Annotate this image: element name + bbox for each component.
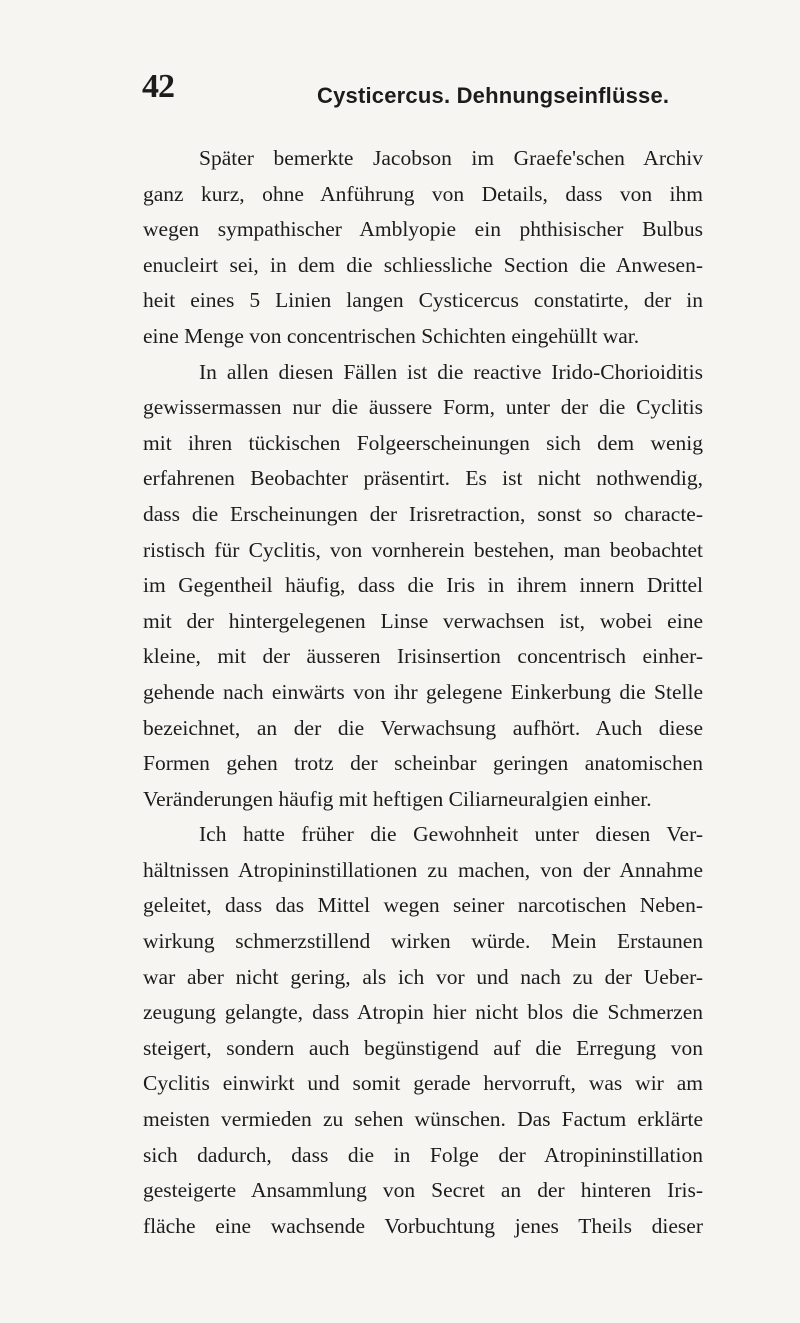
text-line: heit eines 5 Linien langen Cysticercus constatirte, der in	[143, 288, 703, 313]
text-line: zeugung gelangte, dass Atropin hier nicht blos die Schmerzen	[143, 1000, 703, 1025]
text-line: ristisch für Cyclitis, von vornherein bestehen, man beobachtet	[143, 537, 703, 562]
text-line: sich dadurch, dass die in Folge der Atropininstillation	[143, 1142, 703, 1167]
text-line: ganz kurz, ohne Anführung von Details, dass von ihm	[143, 181, 703, 206]
text-line: gesteigerte Ansammlung von Secret an der hinteren Iris-	[143, 1178, 703, 1203]
text-line: Formen gehen trotz der scheinbar geringen anatomischen	[143, 751, 703, 776]
text-line: steigert, sondern auch begünstigend auf die Erregung von	[143, 1035, 703, 1060]
text-line: kleine, mit der äusseren Irisinsertion concentrisch einher-	[143, 644, 703, 669]
text-line: Veränderungen häufig mit heftigen Ciliarneuralgien einher.	[143, 786, 652, 811]
text-line: Später bemerkte Jacobson im Graefe'schen Archiv	[199, 146, 703, 170]
text-line: mit ihren tückischen Folgeerscheinungen sich dem wenig	[143, 430, 703, 455]
body-text	[143, 141, 703, 1244]
text-line: hältnissen Atropininstillationen zu machen, von der Annahme	[143, 857, 703, 882]
text-line: war aber nicht gering, als ich vor und nach zu der Ueber-	[143, 964, 703, 989]
text-line: mit der hintergelegenen Linse verwachsen ist, wobei eine	[143, 608, 703, 633]
text-line: enucleirt sei, in dem die schliessliche Section die Anwesen-	[143, 252, 703, 277]
text-line: erfahrenen Beobachter präsentirt. Es ist nicht nothwendig,	[143, 466, 703, 491]
text-line: meisten vermieden zu sehen wünschen. Das Factum erklärte	[143, 1107, 703, 1132]
text-line: gehende nach einwärts von ihr gelegene Einkerbung die Stelle	[143, 679, 703, 704]
text-line: bezeichnet, an der die Verwachsung aufhört. Auch diese	[143, 715, 703, 740]
text-line: im Gegentheil häufig, dass die Iris in ihrem innern Drittel	[143, 573, 703, 598]
running-title: Cysticercus. Dehnungseinflüsse.	[317, 83, 670, 108]
text-line: In allen diesen Fällen ist die reactive Irido-Chorioiditis	[199, 359, 703, 384]
text-line: gewissermassen nur die äussere Form, unter der die Cyclitis	[143, 395, 703, 420]
text-line: Ich hatte früher die Gewohnheit unter diesen Ver-	[199, 822, 703, 847]
page-number: 42	[142, 68, 174, 105]
text-line: dass die Erscheinungen der Irisretraction, sonst so characte-	[143, 501, 703, 526]
text-line: wirkung schmerzstillend wirken würde. Mein Erstaunen	[143, 929, 703, 954]
text-line: eine Menge von concentrischen Schichten eingehüllt war.	[143, 323, 640, 348]
text-line: wegen sympathischer Amblyopie ein phthisischer Bulbus	[143, 217, 703, 242]
text-line: geleitet, dass das Mittel wegen seiner narcotischen Neben-	[143, 893, 703, 918]
text-line: Cyclitis einwirkt und somit gerade hervorruft, was wir am	[143, 1071, 703, 1096]
text-line: fläche eine wachsende Vorbuchtung jenes Theils dieser	[143, 1213, 703, 1238]
